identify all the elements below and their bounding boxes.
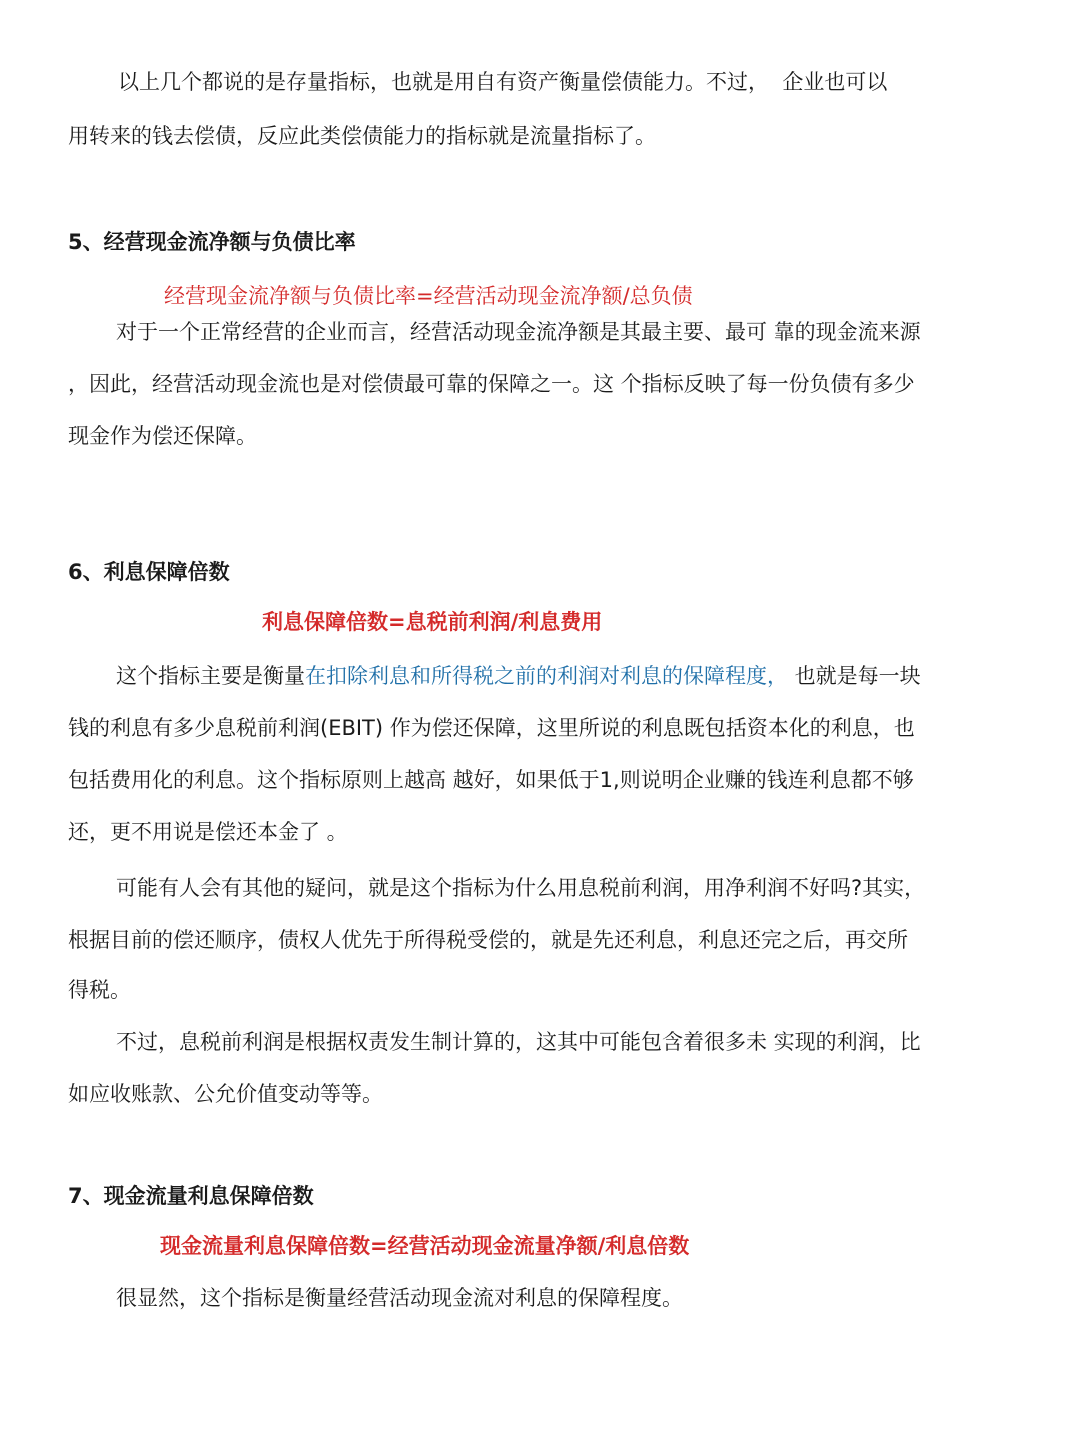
section-6-formula: 利息保障倍数=息税前利润/利息费用 <box>262 610 603 634</box>
section-6-para-1-line-4: 还，更不用说是偿还本金了 。 <box>68 820 348 844</box>
section-5-formula: 经营现金流净额与负债比率=经营活动现金流净额/总负债 <box>164 284 693 308</box>
section-6-para-1-line-2: 钱的利息有多少息税前利润(EBIT) 作为偿还保障，这里所说的利息既包括资本化的利息，也 <box>68 716 915 740</box>
section-6-para-1-tail: 也就是每一块 <box>788 664 921 688</box>
intro-line-2: 用转来的钱去偿债，反应此类偿债能力的指标就是流量指标了。 <box>68 124 656 148</box>
section-6-para-2-line-3: 得税。 <box>68 978 131 1002</box>
section-7-para: 很显然，这个指标是衡量经营活动现金流对利息的保障程度。 <box>116 1286 683 1310</box>
section-5-para-line-1: 对于一个正常经营的企业而言，经营活动现金流净额是其最主要、最可 靠的现金流来源 <box>116 320 921 344</box>
section-6-para-2-line-2: 根据目前的偿还顺序，债权人优先于所得税受偿的，就是先还利息，利息还完之后，再交所 <box>68 928 908 952</box>
section-6-highlight-text: 在扣除利息和所得税之前的利润对利息的保障程度， <box>305 664 788 688</box>
section-6-para-3-line-2: 如应收账款、公允价值变动等等。 <box>68 1082 383 1106</box>
section-6-para-1-lead: 这个指标主要是衡量 <box>116 664 305 688</box>
section-6-para-3-line-1: 不过，息税前利润是根据权责发生制计算的，这其中可能包含着很多未 实现的利润，比 <box>116 1030 921 1054</box>
section-6-para-1-line-3: 包括费用化的利息。这个指标原则上越高 越好，如果低于1,则说明企业赚的钱连利息都不够 <box>68 768 914 792</box>
section-5-para-line-3: 现金作为偿还保障。 <box>68 424 257 448</box>
section-7-heading: 7、现金流量利息保障倍数 <box>68 1184 314 1208</box>
section-6-para-2-line-1: 可能有人会有其他的疑问，就是这个指标为什么用息税前利润，用净利润不好吗?其实， <box>116 876 926 900</box>
section-5-para-line-2: ，因此，经营活动现金流也是对偿债最可靠的保障之一。这 个指标反映了每一份负债有多少 <box>68 372 915 396</box>
section-6-para-1-line-1 <box>116 666 921 687</box>
section-7-formula: 现金流量利息保障倍数=经营活动现金流量净额/利息倍数 <box>160 1234 690 1258</box>
intro-line-1: 以上几个都说的是存量指标，也就是用自有资产衡量偿债能力。不过， 企业也可以 <box>118 70 888 94</box>
section-6-heading: 6、利息保障倍数 <box>68 560 230 584</box>
section-5-heading: 5、经营现金流净额与负债比率 <box>68 230 356 254</box>
